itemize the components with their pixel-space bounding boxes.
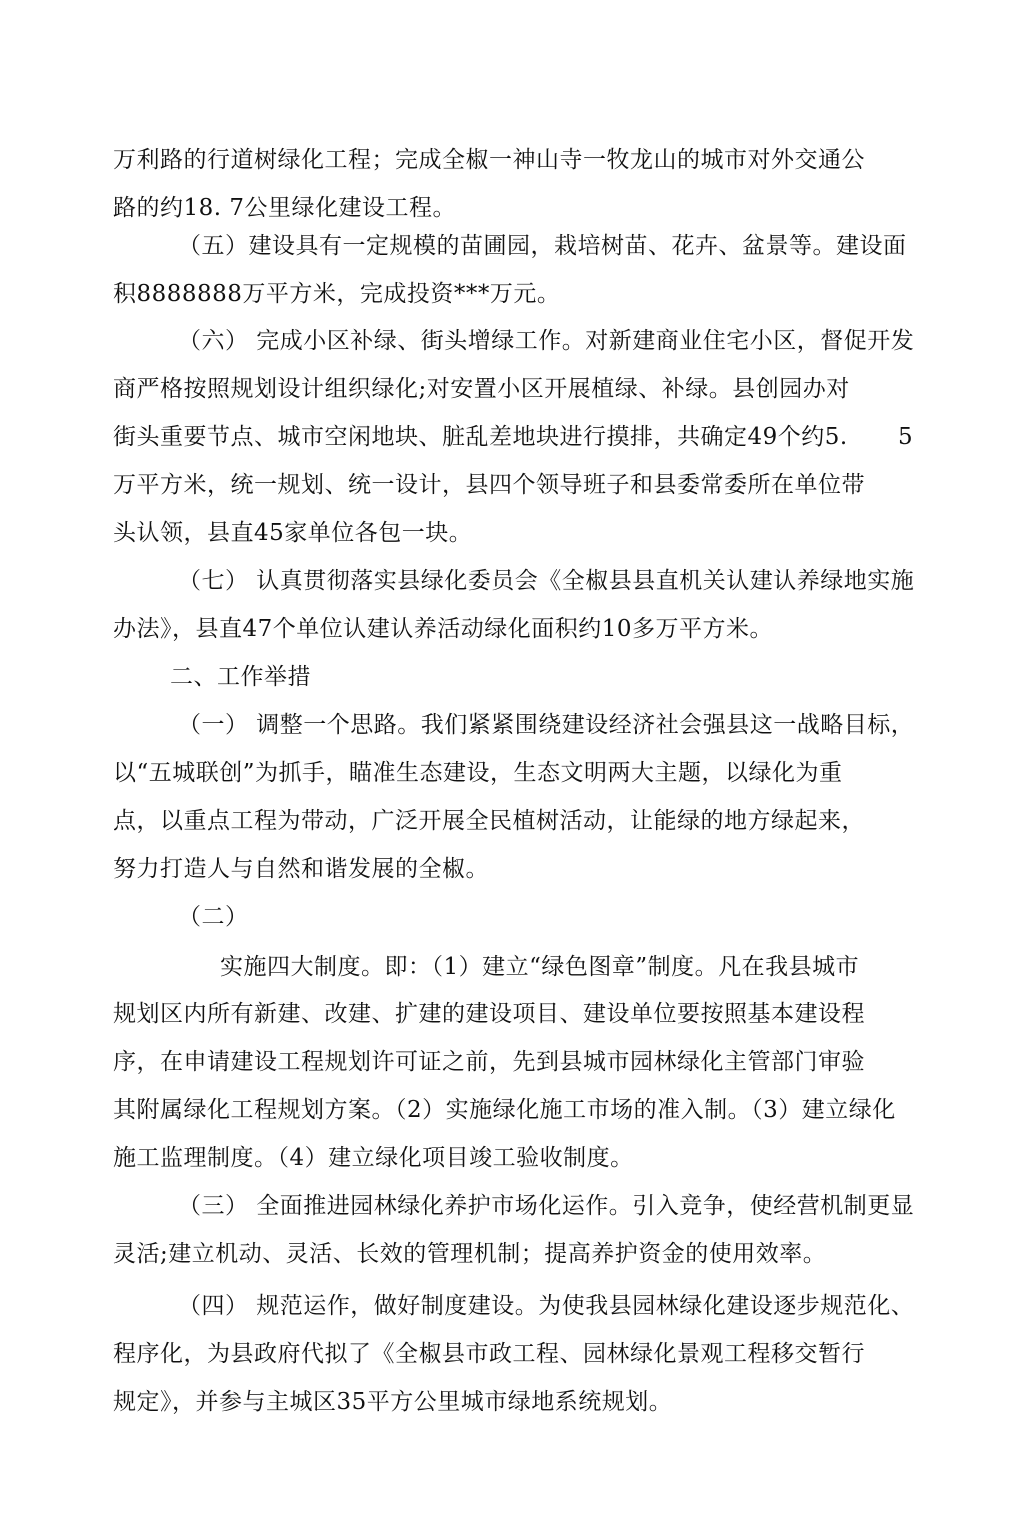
text-line: （三） 全面推进园林绿化养护市场化运作。引入竞争，使经营机制更显 <box>178 1193 915 1219</box>
text-line: 规定》，并参与主城区35平方公里城市绿地系统规划。 <box>113 1389 673 1415</box>
text-line: 程序化，为县政府代拟了《全椒县市政工程、园林绿化景观工程移交暂行 <box>113 1341 865 1367</box>
text-line: 其附属绿化工程规划方案。（2）实施绿化施工市场的准入制。（3）建立绿化 <box>113 1097 896 1123</box>
text-line: （六） 完成小区补绿、街头增绿工作。对新建商业住宅小区，督促开发 <box>178 328 915 354</box>
text-line: 以“五城联创”为抓手，瞄准生态建设，生态文明两大主题，以绿化为重 <box>113 760 843 786</box>
text-line: （五）建设具有一定规模的苗圃园，栽培树苗、花卉、盆景等。建设面 <box>178 233 907 259</box>
text-line: 办法》，县直47个单位认建认养活动绿化面积约10多万平方米。 <box>113 616 774 642</box>
text-line: 街头重要节点、城市空闲地块、脏乱差地块进行摸排，共确定49个约5. <box>113 424 848 450</box>
text-line: 积8888888万平方米，完成投资***万元。 <box>113 281 561 307</box>
text-line: 规划区内所有新建、改建、扩建的建设项目、建设单位要按照基本建设程 <box>113 1001 865 1027</box>
text-line: （七） 认真贯彻落实县绿化委员会《全椒县县直机关认建认养绿地实施 <box>178 568 915 594</box>
text-line: 序，在申请建设工程规划许可证之前，先到县城市园林绿化主管部门审验 <box>113 1049 865 1075</box>
text-line: 万利路的行道树绿化工程；完成全椒一神山寺一牧龙山的城市对外交通公 <box>113 147 865 173</box>
stray-character: 5 <box>898 424 913 450</box>
text-line: （四） 规范运作，做好制度建设。为使我县园林绿化建设逐步规范化、 <box>178 1293 915 1319</box>
text-line: 头认领，县直45家单位各包一块。 <box>113 520 473 546</box>
text-line: 灵活;建立机动、灵活、长效的管理机制；提高养护资金的使用效率。 <box>113 1241 827 1267</box>
text-line: （二） <box>178 904 249 930</box>
text-line: 施工监理制度。（4）建立绿化项目竣工验收制度。 <box>113 1145 634 1171</box>
text-line: 万平方米，统一规划、统一设计，县四个领导班子和县委常委所在单位带 <box>113 472 865 498</box>
text-line: 实施四大制度。即：（1）建立“绿色图章”制度。凡在我县城市 <box>220 954 860 980</box>
text-line: 商严格按照规划设计组织绿化;对安置小区开展植绿、补绿。县创园办对 <box>113 376 850 402</box>
text-line: 点，以重点工程为带动，广泛开展全民植树活动，让能绿的地方绿起来， <box>113 808 865 834</box>
section-heading: 二、工作举措 <box>170 664 311 690</box>
text-line: （一） 调整一个思路。我们紧紧围绕建设经济社会强县这一战略目标， <box>178 712 915 738</box>
text-line: 路的约18. 7公里绿化建设工程。 <box>113 195 457 221</box>
text-line: 努力打造人与自然和谐发展的全椒。 <box>113 856 489 882</box>
